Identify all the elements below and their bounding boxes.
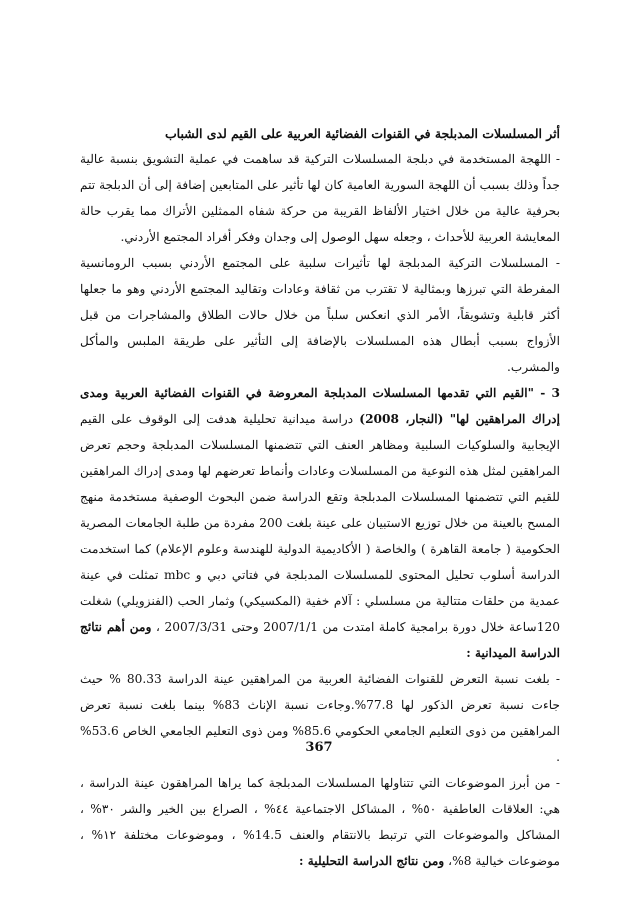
finding-exposure: - بلغت نسبة التعرض للقنوات الفضائية العربية من المراهقين عينة الدراسة 80.33 % حيث جاءت نسبة تعرض الذكور لها 77.8%.وجاءت نسبة الإناث 83% بينما بلغت نسبة تعرض المراهقين من ذوى التعليم الجامعي الحكومي 85.6% ومن ذوى التعليم الجامعي الخاص 53.6% .	[80, 672, 560, 764]
page-number: 367	[305, 740, 333, 755]
paragraph-negative-effects: - المسلسلات التركية المدبلجة لها تأثيرات سلبية على المجتمع الأردني بسبب الرومانسية المفرطة التي تبرزها وبمثالية لا تقترب من ثقافة وعادات وتقاليد المجتمع الأردني وهو ما جعلها أكثر قابلية وتشويقاً، الأمر الذي انعكس سلباً من خلال حالات الطلاق والمشاجرات من قبل الأزواج بسبب أبطال هذه المسلسلات بالإضافة إلى التأثير على طريقة الملبس والمأكل والمشرب.	[80, 256, 560, 374]
finding-topics	[80, 770, 560, 874]
body-text	[80, 146, 560, 874]
field-results-lead: ومن أهم نتائج الدراسة الميدانية :	[80, 620, 560, 660]
page-title: أثر المسلسلات المدبلجة في القنوات الفضائية العربية على القيم لدى الشباب	[165, 126, 560, 141]
study-body: دراسة ميدانية تحليلية هدفت إلى الوقوف على القيم الإيجابية والسلوكيات السلبية ومظاهر العنف التي تتضمنها المسلسلات المدبلجة وحجم تعرض المراهقين لمثل هذه النوعية من المسلسلات وعادات وأنماط تعرضهم لها ومدى إدراك المراهقين للقيم التي تتضمنها المسلسلات المدبلجة وتقع الدراسة ضمن البحوث الوصفية مستخدمة منهج المسح بالعينة من خلال توزيع الاستبيان على عينة بلغت 200 مفردة من طلبة الجامعات المصرية الحكومية ( جامعة القاهرة ) والخاصة ( الأكاديمية الدولية للهندسة وعلوم الإعلام) كما استخدمت الدراسة أسلوب تحليل المحتوى للمسلسلات المدبلجة في فتاتي دبي و mbc تمثلت في عينة عمدية من حلقات متتالية من مسلسلي : آلام خفية (المكسيكي) وثمار الحب (الفنزويلي) شغلت 120ساعة خلال دورة برامجية كاملة امتدت من 2007/1/1 وحتى 2007/3/31 ،	[80, 412, 560, 634]
finding-topics-text: - من أبرز الموضوعات التي تتناولها المسلسلات المدبلجة كما يراها المراهقون عينة الدراسة ، هي: العلاقات العاطفية ٥٠% ، المشاكل الاجتماعية ٤٤% ، الصراع بين الخير والشر ٣٠% ، المشاكل والموضوعات التي ترتبط بالانتقام والعنف 14.5% ، وموضوعات مختلفة ١٢% ، موضوعات خيالية 8%،	[80, 776, 561, 868]
analytical-results-lead: ومن نتائج الدراسة التحليلية :	[298, 854, 445, 868]
study-heading: 3 - "القيم التي تقدمها المسلسلات المدبلجة المعروضة في القنوات الفضائية العربية ومدى إدراك المراهقين لها" (النجار، 2008)	[80, 386, 560, 426]
study-paragraph	[80, 380, 560, 666]
paragraph-dialect: - اللهجة المستخدمة في دبلجة المسلسلات التركية قد ساهمت في عملية التشويق بنسبة عالية جداً وذلك بسبب أن اللهجة السورية العامية كان لها تأثير على المتابعين إضافة إلى أن الدبلجة تتم بحرفية عالية من خلال اختيار الألفاظ القريبة من حركة شفاه الممثلين الأتراك مما يقرب حالة المعايشة العربية للأحداث ، وجعله سهل الوصول إلى وجدان وفكر أفراد المجتمع الأردني.	[80, 152, 560, 244]
